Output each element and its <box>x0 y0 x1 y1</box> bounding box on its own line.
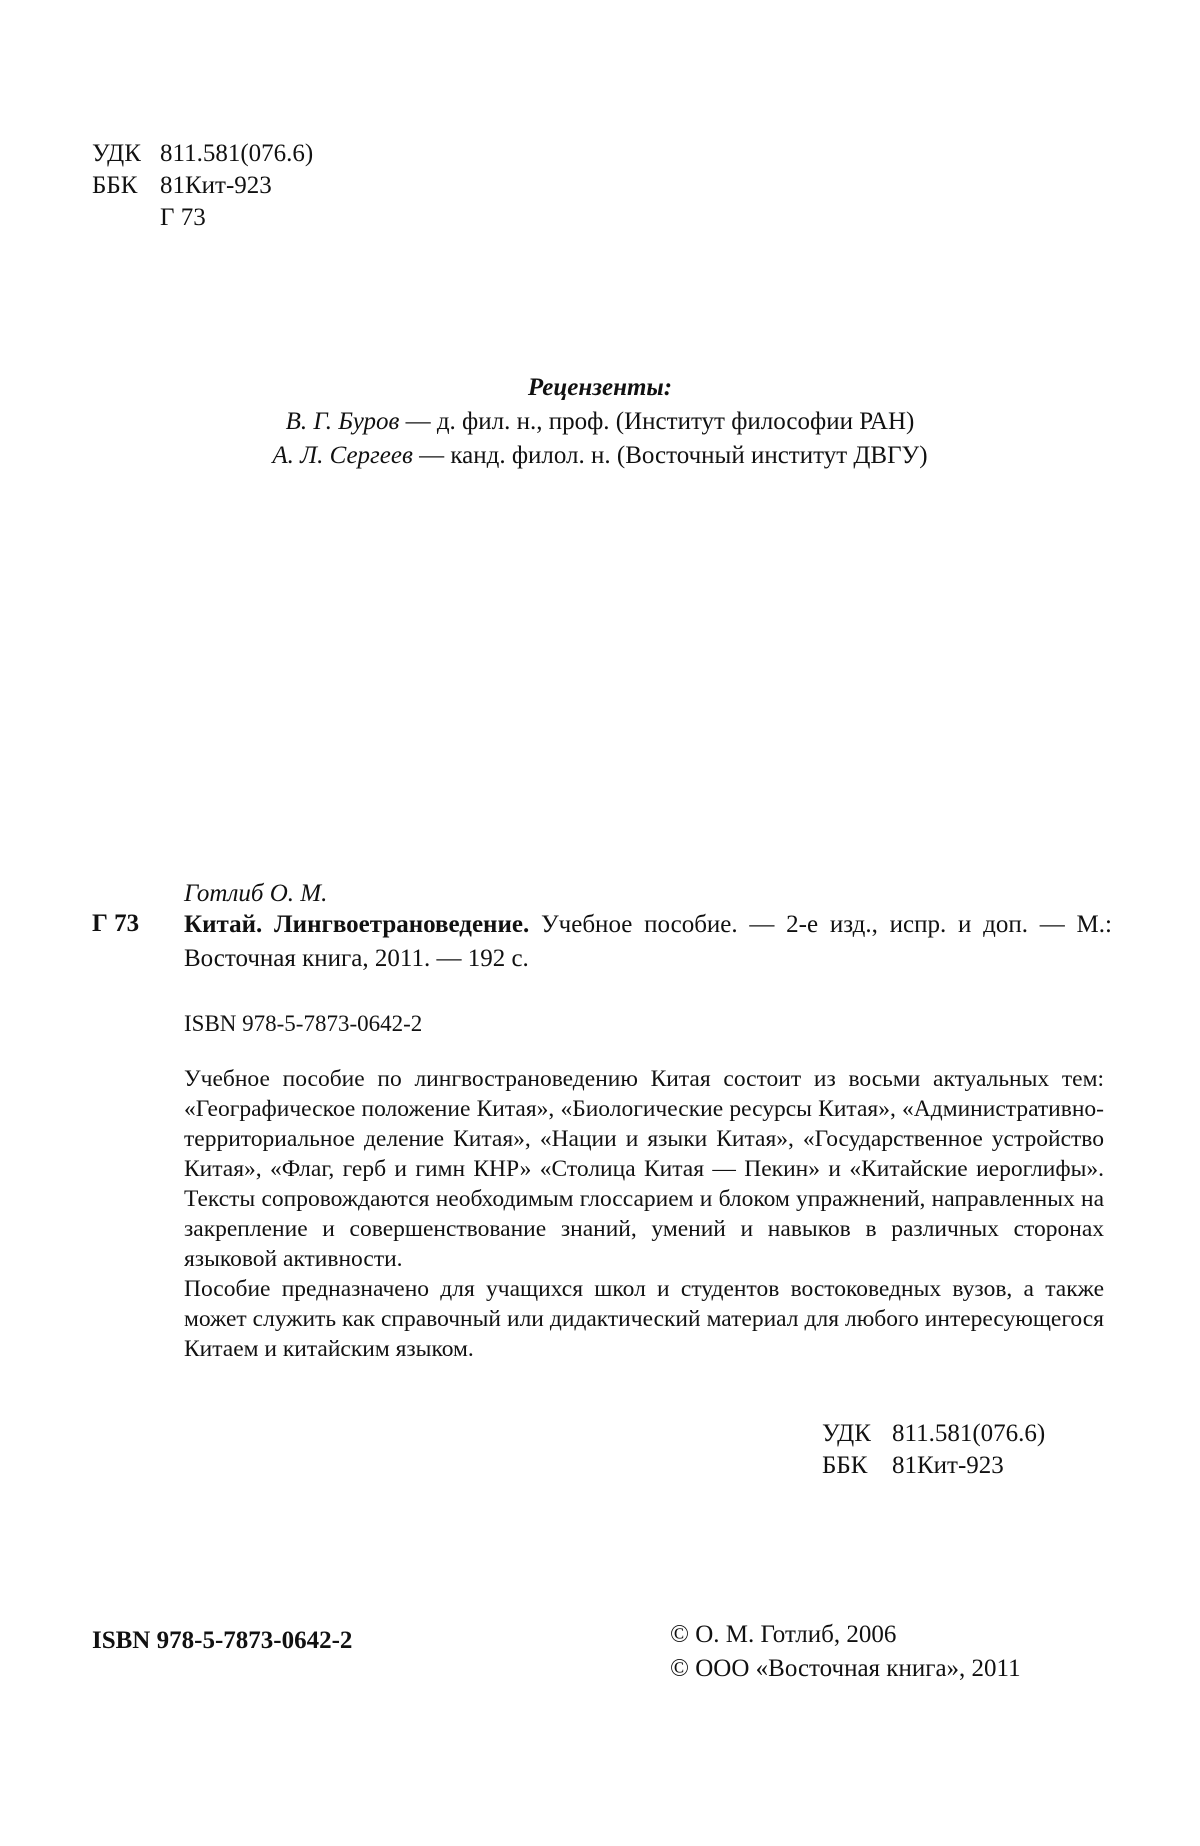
abstract-paragraph: Учебное пособие по лингвострановедению Китая состоит из восьми актуальных тем: «Географическое положение Китая», «Биологические ресурсы Китая», «Административно-территориальное деление Китая», «Нации и языки Китая», «Государственное устройство Китая», «Флаг, герб и гимн КНР» «Столица Китая — Пекин» и «Китайские иероглифы». Тексты сопровождаются необходимым глоссарием и блоком упражнений, направленных на закрепление и совершенствование знаний, умений и навыков в различных сторонах языковой активности. <box>184 1066 1104 1272</box>
classification-block-top <box>92 138 313 234</box>
bbk-value: 81Кит-923 <box>160 172 272 199</box>
bbk-value: 81Кит-923 <box>892 1452 1004 1479</box>
udk-label: УДК <box>92 140 141 167</box>
reviewer-desc: — д. фил. н., проф. (Институт философии РАН) <box>399 408 915 435</box>
bbk-line <box>92 170 313 202</box>
udk-line <box>822 1418 1045 1450</box>
abstract <box>184 1064 1104 1364</box>
isbn-number: 978-5-7873-0642-2 <box>150 1627 353 1654</box>
reviewers-heading: Рецензенты: <box>527 374 673 401</box>
bbk-line <box>822 1450 1045 1482</box>
udk-value: 811.581(076.6) <box>892 1420 1046 1447</box>
author-code-line <box>92 202 313 234</box>
udk-label: УДК <box>822 1420 871 1447</box>
reviewer-desc: — канд. филол. н. (Восточный институт ДВГУ) <box>412 442 928 469</box>
book-author: Готлиб О. М. <box>184 880 328 907</box>
footer-isbn <box>92 1625 352 1657</box>
classification-block-bottom <box>822 1418 1045 1482</box>
isbn-label: ISBN <box>92 1627 151 1654</box>
abstract-paragraph: Пособие предназначено для учащихся школ и студентов востоковедных вузов, а также может служить как справочный или дидактический материал для любого интересующегося Китаем и китайским языком. <box>184 1276 1104 1362</box>
author-code: Г 73 <box>160 204 206 231</box>
reviewer-name: А. Л. Сергеев <box>272 442 413 469</box>
reviewer-line <box>0 406 1200 438</box>
reviewer-name: В. Г. Буров <box>285 408 400 435</box>
book-title: Китай. Лингвоетрановедение. <box>184 911 530 938</box>
book-details: Учебное пособие. — 2-е изд., испр. и доп. — М.: Восточная книга, 2011. — 192 с. <box>184 911 1112 972</box>
copyright-block <box>670 1618 1021 1686</box>
copyright-line: © ООО «Восточная книга», 2011 <box>670 1655 1021 1682</box>
udk-value: 811.581(076.6) <box>160 140 314 167</box>
isbn-line: ISBN 978-5-7873-0642-2 <box>184 1011 423 1036</box>
copyright-line: © О. М. Готлиб, 2006 <box>670 1621 897 1648</box>
bibliographic-description <box>184 908 1112 976</box>
bbk-label: ББК <box>822 1452 868 1479</box>
bbk-label: ББК <box>92 172 138 199</box>
reviewers-block <box>0 372 1200 474</box>
udk-line <box>92 138 313 170</box>
reviewer-line <box>0 440 1200 472</box>
book-code: Г 73 <box>92 910 140 937</box>
